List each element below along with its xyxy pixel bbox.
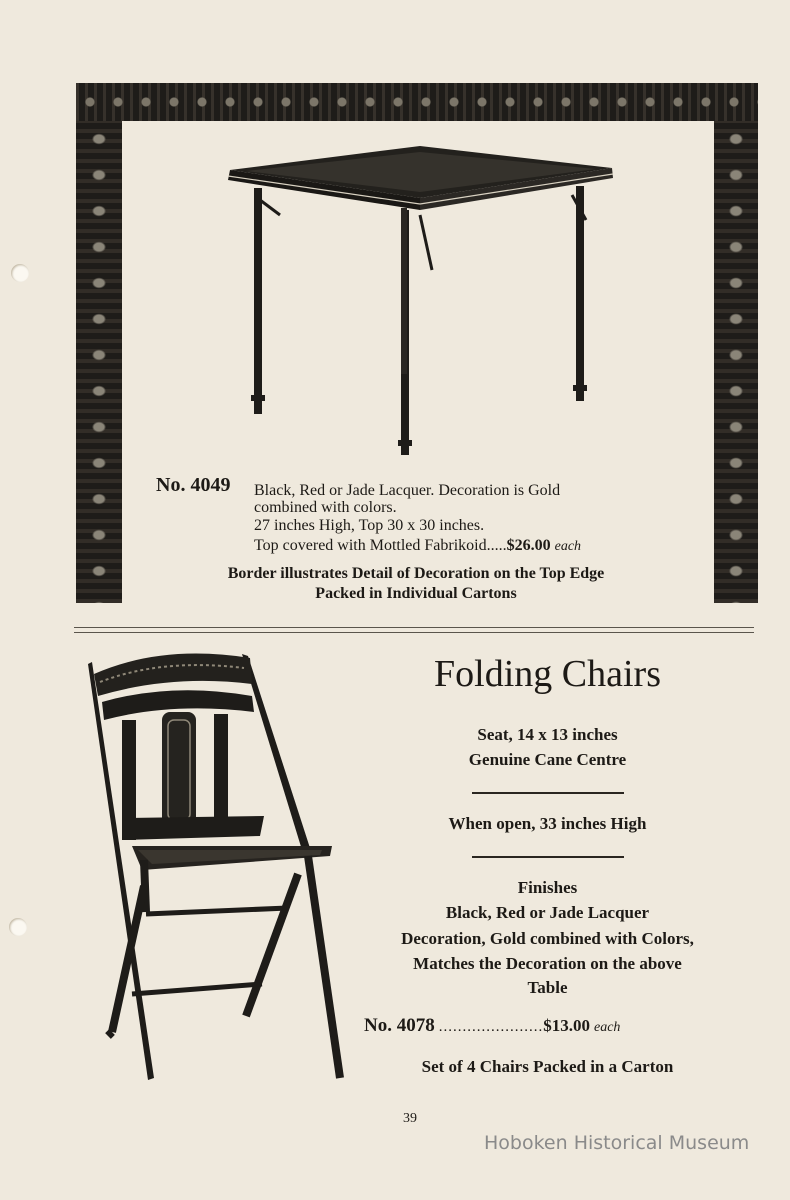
table-description-line-2: combined with colors. bbox=[254, 499, 397, 516]
table-top-covering-text: Top covered with Mottled Fabrikoid bbox=[254, 537, 487, 554]
folding-chair-illustration bbox=[82, 650, 344, 1090]
page-number: 39 bbox=[403, 1111, 417, 1126]
chairs-heading: Folding Chairs bbox=[434, 653, 661, 695]
finish-line-3: Matches the Decoration on the above bbox=[413, 954, 682, 973]
chairs-price: $13.00 bbox=[543, 1016, 590, 1035]
chairs-price-unit: each bbox=[593, 1020, 621, 1035]
table-packing-note: Packed in Individual Cartons bbox=[315, 585, 517, 602]
chairs-seat-size: Seat, 14 x 13 inches bbox=[477, 725, 618, 744]
table-border-note: Border illustrates Detail of Decoration on the Top Edge bbox=[227, 565, 605, 582]
chairs-item-number: No. 4078 bbox=[364, 1015, 435, 1036]
chairs-price-line bbox=[364, 1015, 736, 1037]
chairs-open-height: When open, 33 inches High bbox=[448, 814, 647, 833]
chairs-rule-2 bbox=[472, 856, 624, 858]
table-price-leader: ..... bbox=[486, 537, 507, 554]
table-item-number: No. 4049 bbox=[156, 474, 231, 496]
museum-watermark: Hoboken Historical Museum bbox=[484, 1132, 750, 1154]
table-dimensions: 27 inches High, Top 30 x 30 inches. bbox=[254, 517, 485, 534]
chairs-packing-note: Set of 4 Chairs Packed in a Carton bbox=[421, 1057, 674, 1076]
chairs-price-leader: ...................... bbox=[438, 1019, 544, 1035]
finish-line-2: Decoration, Gold combined with Colors, bbox=[401, 929, 694, 948]
card-table-illustration bbox=[220, 140, 620, 465]
punch-hole-top bbox=[11, 264, 29, 282]
finish-line-4: Table bbox=[527, 978, 568, 997]
section-divider bbox=[74, 627, 754, 633]
finishes-heading: Finishes bbox=[517, 878, 578, 897]
table-description-line-1: Black, Red or Jade Lacquer. Decoration is Gold bbox=[254, 482, 561, 499]
chairs-cane-centre: Genuine Cane Centre bbox=[468, 750, 627, 769]
decorative-border-right bbox=[714, 121, 758, 603]
punch-hole-bottom bbox=[9, 918, 27, 936]
table-price: $26.00 bbox=[506, 537, 551, 554]
table-top-covering bbox=[254, 536, 581, 556]
finish-line-1: Black, Red or Jade Lacquer bbox=[445, 903, 650, 922]
chairs-rule-1 bbox=[472, 792, 624, 794]
table-price-unit: each bbox=[554, 539, 582, 554]
